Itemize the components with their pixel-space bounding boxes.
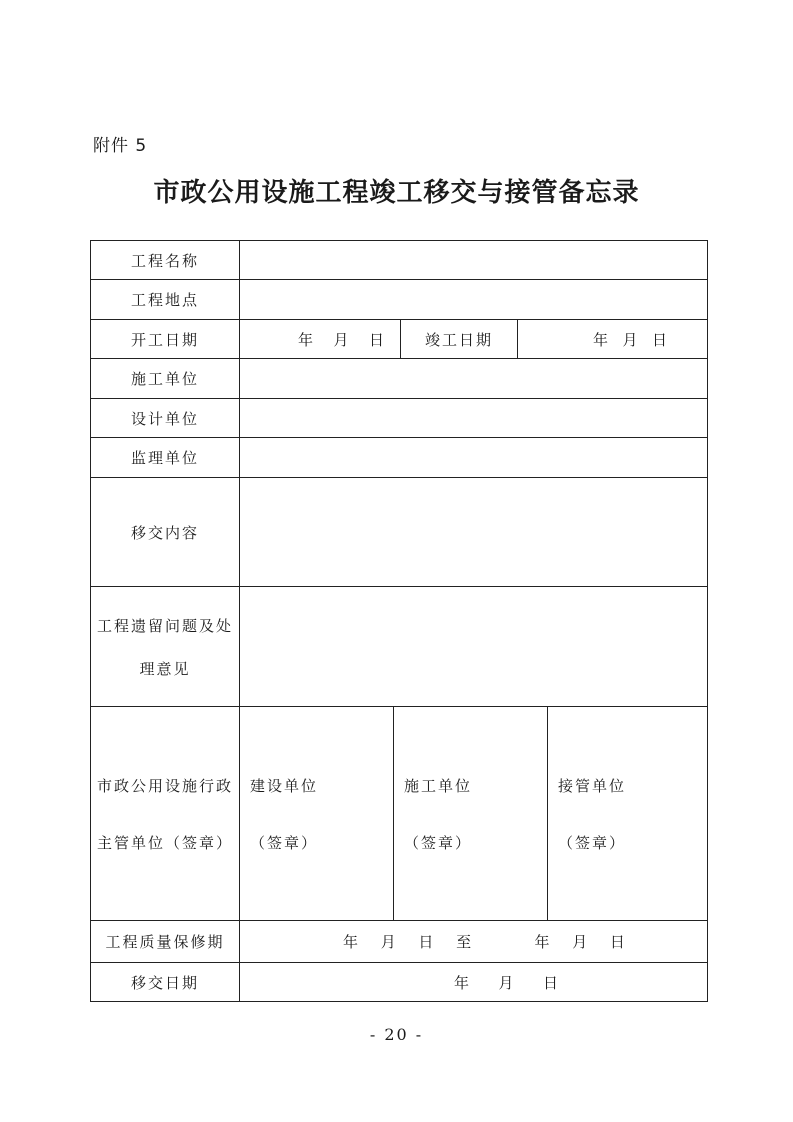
project-name-field[interactable]: [239, 240, 708, 280]
receiver-label: 接管单位: [558, 776, 627, 795]
day-text: 日: [609, 933, 627, 951]
to-text: 至: [456, 933, 474, 951]
completion-date-label: 竣工日期: [400, 319, 518, 359]
builder-seal-label: （签章）: [250, 833, 319, 852]
builder-label: 建设单位: [250, 776, 319, 795]
construction-unit-field[interactable]: [239, 358, 708, 399]
year-text: 年: [343, 933, 361, 951]
warranty-field[interactable]: [239, 920, 708, 963]
authority-label-line2: 主管单位（签章）: [96, 833, 233, 852]
contractor-label: 施工单位: [404, 776, 473, 795]
start-date-field[interactable]: [239, 319, 401, 359]
handover-form-table: [90, 240, 708, 1002]
authority-label: [90, 706, 240, 921]
day-text: 日: [651, 330, 669, 349]
handover-content-label: 移交内容: [90, 477, 240, 587]
project-location-field[interactable]: [239, 279, 708, 320]
design-unit-field[interactable]: [239, 398, 708, 438]
year-text: 年: [593, 330, 611, 349]
month-text: 月: [622, 330, 640, 349]
supervision-unit-field[interactable]: [239, 437, 708, 478]
construction-unit-label: 施工单位: [90, 358, 240, 399]
contractor-sign-cell[interactable]: [393, 706, 548, 921]
year-text: 年: [298, 330, 316, 349]
handover-date-label: 移交日期: [90, 962, 240, 1002]
supervision-unit-label: 监理单位: [90, 437, 240, 478]
page-number: - 20 -: [369, 1025, 424, 1044]
completion-date-field[interactable]: [517, 319, 708, 359]
month-text: 月: [380, 933, 398, 951]
day-text: 日: [542, 973, 560, 992]
receiver-sign-cell[interactable]: [547, 706, 708, 921]
project-name-label: 工程名称: [90, 240, 240, 280]
issues-label-line2: 理意见: [139, 659, 191, 678]
builder-sign-cell[interactable]: [239, 706, 394, 921]
contractor-seal-label: （签章）: [404, 833, 473, 852]
document-title: 市政公用设施工程竣工移交与接管备忘录: [153, 178, 640, 208]
day-text: 日: [368, 330, 386, 349]
issues-label: [90, 586, 240, 707]
warranty-label: 工程质量保修期: [90, 920, 240, 963]
authority-label-line1: 市政公用设施行政: [96, 776, 233, 795]
design-unit-label: 设计单位: [90, 398, 240, 438]
project-location-label: 工程地点: [90, 279, 240, 320]
issues-label-line1: 工程遗留问题及处: [96, 616, 233, 635]
issues-field[interactable]: [239, 586, 708, 707]
start-date-label: 开工日期: [90, 319, 240, 359]
receiver-seal-label: （签章）: [558, 833, 627, 852]
year-text: 年: [534, 933, 552, 951]
handover-date-field[interactable]: [239, 962, 708, 1002]
month-text: 月: [333, 330, 351, 349]
day-text: 日: [418, 933, 436, 951]
handover-content-field[interactable]: [239, 477, 708, 587]
month-text: 月: [498, 973, 516, 992]
annex-label: 附件 5: [93, 136, 148, 156]
year-text: 年: [454, 973, 472, 992]
month-text: 月: [572, 933, 590, 951]
